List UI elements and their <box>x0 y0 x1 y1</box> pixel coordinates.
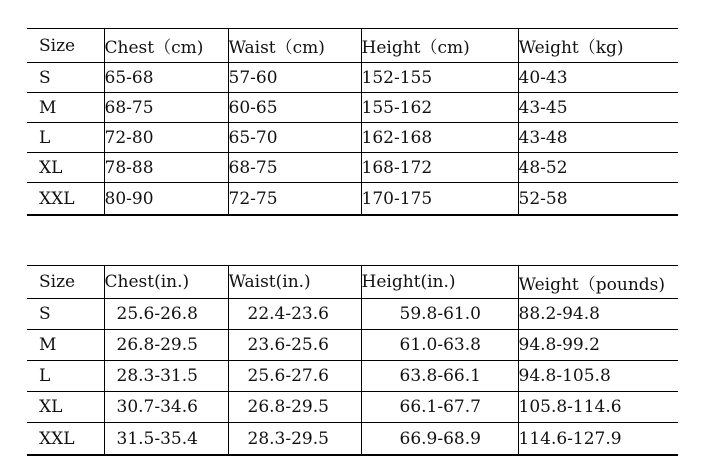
table-row <box>27 299 678 330</box>
cell-weight: 94.8-99.2 <box>518 330 678 361</box>
cell-height: 168-172 <box>361 153 518 183</box>
cell-weight: 52-58 <box>518 183 678 216</box>
cell-waist: 65-70 <box>228 123 361 153</box>
cell-waist: 57-60 <box>228 63 361 93</box>
header-height: Height(in.) <box>361 266 518 299</box>
cell-size: L <box>27 123 104 153</box>
cell-waist: 68-75 <box>228 153 361 183</box>
cell-chest: 30.7-34.6 <box>104 392 228 423</box>
cell-weight: 43-45 <box>518 93 678 123</box>
cell-weight: 114.6-127.9 <box>518 423 678 456</box>
table-row <box>27 423 678 456</box>
cell-chest: 25.6-26.8 <box>104 299 228 330</box>
cell-waist: 26.8-29.5 <box>228 392 361 423</box>
header-chest: Chest(in.) <box>104 266 228 299</box>
header-size: Size <box>27 29 104 63</box>
cell-weight: 105.8-114.6 <box>518 392 678 423</box>
cell-size: XXL <box>27 423 104 456</box>
header-chest: Chest（cm) <box>104 29 228 63</box>
cell-height: 61.0-63.8 <box>361 330 518 361</box>
cell-waist: 22.4-23.6 <box>228 299 361 330</box>
cell-height: 59.8-61.0 <box>361 299 518 330</box>
size-chart-inches-table <box>27 265 678 456</box>
cell-chest: 72-80 <box>104 123 228 153</box>
cell-size: XL <box>27 153 104 183</box>
cell-size: M <box>27 330 104 361</box>
cell-chest: 78-88 <box>104 153 228 183</box>
cell-waist: 28.3-29.5 <box>228 423 361 456</box>
table-row <box>27 392 678 423</box>
cell-weight: 43-48 <box>518 123 678 153</box>
cell-chest: 31.5-35.4 <box>104 423 228 456</box>
cell-height: 63.8-66.1 <box>361 361 518 392</box>
table-row <box>27 63 678 93</box>
header-waist: Waist(in.) <box>228 266 361 299</box>
size-chart-cm-table <box>27 28 678 216</box>
cell-chest: 80-90 <box>104 183 228 216</box>
table-header-row <box>27 266 678 299</box>
header-weight: Weight（pounds) <box>518 266 678 299</box>
cell-size: XXL <box>27 183 104 216</box>
cell-waist: 72-75 <box>228 183 361 216</box>
cell-chest: 26.8-29.5 <box>104 330 228 361</box>
table-row <box>27 123 678 153</box>
cell-weight: 88.2-94.8 <box>518 299 678 330</box>
cell-height: 155-162 <box>361 93 518 123</box>
cell-waist: 60-65 <box>228 93 361 123</box>
header-height: Height（cm) <box>361 29 518 63</box>
table-row <box>27 153 678 183</box>
cell-size: XL <box>27 392 104 423</box>
cell-height: 66.1-67.7 <box>361 392 518 423</box>
cell-size: M <box>27 93 104 123</box>
cell-waist: 23.6-25.6 <box>228 330 361 361</box>
cell-height: 66.9-68.9 <box>361 423 518 456</box>
header-size: Size <box>27 266 104 299</box>
cell-size: L <box>27 361 104 392</box>
table-row <box>27 330 678 361</box>
cell-height: 170-175 <box>361 183 518 216</box>
header-weight: Weight（kg) <box>518 29 678 63</box>
cell-chest: 65-68 <box>104 63 228 93</box>
cell-size: S <box>27 63 104 93</box>
cell-weight: 40-43 <box>518 63 678 93</box>
cell-weight: 94.8-105.8 <box>518 361 678 392</box>
cell-waist: 25.6-27.6 <box>228 361 361 392</box>
cell-weight: 48-52 <box>518 153 678 183</box>
cell-height: 152-155 <box>361 63 518 93</box>
cell-size: S <box>27 299 104 330</box>
cell-height: 162-168 <box>361 123 518 153</box>
table-header-row <box>27 29 678 63</box>
header-waist: Waist（cm) <box>228 29 361 63</box>
table-row <box>27 361 678 392</box>
table-row <box>27 93 678 123</box>
table-row <box>27 183 678 216</box>
cell-chest: 68-75 <box>104 93 228 123</box>
cell-chest: 28.3-31.5 <box>104 361 228 392</box>
